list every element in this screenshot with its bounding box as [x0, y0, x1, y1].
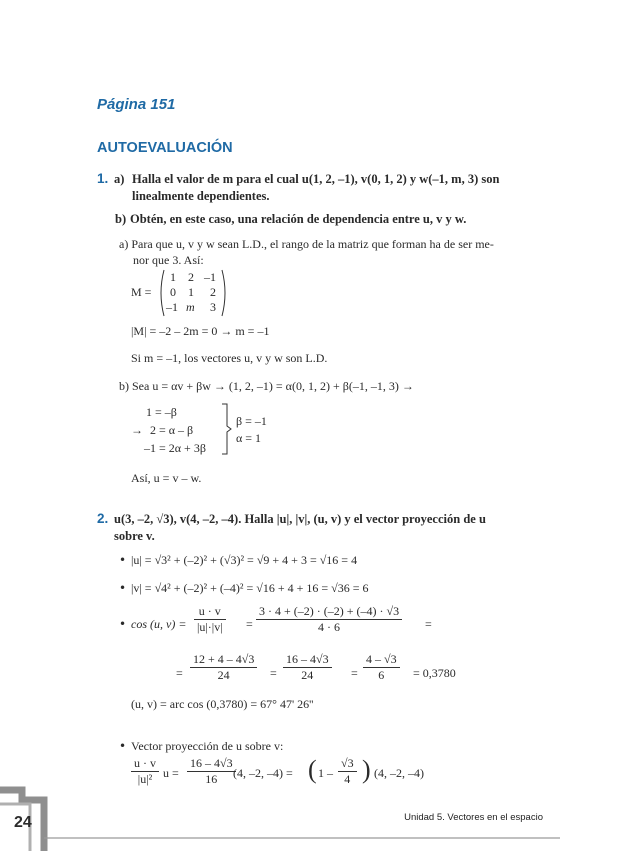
cos-expanded-top: 3 · 4 + (–2) · (–2) + (–4) · √3: [256, 604, 402, 620]
q1b-solution-line1: b) Sea u = αv + βw → (1, 2, –1) = α(0, 1, 2) + β(–1, –1, 3) →: [119, 379, 414, 393]
angle-line: (u, v) = arc cos (0,3780) = 67° 47' 26'': [131, 697, 314, 711]
matrix-cell: 2: [210, 285, 216, 299]
system-brace: [220, 402, 232, 456]
q1a-text-2: linealmente dependientes.: [132, 189, 270, 203]
proj-frac2-top: 16 – 4√3: [187, 756, 236, 772]
equals-sign: =: [270, 666, 277, 680]
cos-result: = 0,3780: [413, 666, 456, 680]
projection-intro: Vector proyección de u sobre v:: [131, 739, 284, 753]
system-result: β = –1: [236, 414, 267, 428]
bullet-dot: •: [119, 581, 127, 595]
norm-v-line: |v| = √4² + (–2)² + (–4)² = √16 + 4 + 16 = √36 = 6: [131, 581, 369, 595]
cos-step3-bot: 6: [378, 668, 385, 682]
cos-step2-top: 16 – 4√3: [283, 652, 332, 668]
close-paren: ): [362, 755, 371, 784]
system-result: α = 1: [236, 431, 262, 445]
implies-arrow: →: [131, 423, 143, 437]
q1b-label: b): [115, 212, 127, 226]
page-label: Página 151: [97, 96, 176, 113]
matrix-cell: 1: [170, 270, 176, 284]
bullet-dot: •: [119, 617, 127, 631]
q1a-solution-line1: a) Para que u, v y w sean L.D., el rango de la matriz que forman ha de ser me-: [119, 237, 494, 251]
cos-step3-top: 4 – √3: [363, 652, 400, 668]
system-line: 2 = α – β: [150, 423, 194, 437]
matrix-cell: 0: [170, 285, 176, 299]
cos-step2-bot: 24: [301, 668, 314, 682]
proj-frac3-top: √3: [338, 756, 357, 772]
matrix-cell: 3: [210, 300, 216, 314]
projection-vector: (4, –2, –4) =: [233, 766, 293, 780]
equals-sign: =: [246, 617, 253, 631]
matrix-cell: m: [186, 300, 195, 314]
cos-fraction-expanded: [256, 604, 402, 635]
projection-fraction-2: [187, 756, 236, 787]
matrix-cell: –1: [166, 300, 178, 314]
matrix-cell: 2: [188, 270, 194, 284]
equals-sign: =: [351, 666, 358, 680]
system-line: 1 = –β: [146, 405, 177, 419]
projection-paren-a: 1 –: [318, 766, 333, 780]
determinant-line: |M| = –2 – 2m = 0 → m = –1: [131, 324, 270, 338]
matrix-cell: –1: [204, 270, 216, 284]
q2-number: 2.: [97, 511, 109, 526]
open-paren: (: [308, 755, 317, 784]
system-line: –1 = 2α + 3β: [144, 441, 206, 455]
cos-expanded-bot: 4 · 6: [318, 620, 341, 634]
bullet-dot: •: [119, 553, 127, 567]
q1a-label: a): [114, 172, 125, 186]
projection-fraction: [131, 756, 159, 787]
cos-step-fraction: [283, 652, 332, 683]
section-title: AUTOEVALUACIÓN: [97, 140, 233, 156]
bullet-dot: •: [119, 739, 127, 753]
q2-text-2: sobre v.: [114, 529, 155, 543]
q1b-result: Así, u = v – w.: [131, 471, 202, 485]
proj-frac3-bot: 4: [344, 772, 351, 786]
cos-frac-bot: |u|·|v|: [197, 620, 223, 634]
proj-frac-top: u · v: [131, 756, 159, 772]
proj-frac2-bot: 16: [205, 772, 218, 786]
cos-fraction: [194, 604, 226, 635]
page-number: 24: [14, 814, 32, 831]
norm-u-line: |u| = √3² + (–2)² + (√3)² = √9 + 4 + 3 = √16 = 4: [131, 553, 358, 567]
cos-step-fraction: [190, 652, 257, 683]
q2-text: u(3, –2, √3), v(4, –2, –4). Halla |u|, |v|, (u, v) y el vector proyección de u: [114, 512, 486, 526]
projection-fraction-3: [338, 756, 357, 787]
q1b-text: Obtén, en este caso, una relación de dependencia entre u, v y w.: [130, 212, 467, 226]
matrix: [158, 268, 223, 316]
q1-number: 1.: [97, 171, 109, 186]
q1a-conclusion: Si m = –1, los vectores u, v y w son L.D.: [131, 351, 328, 365]
proj-frac-bot: |u|²: [137, 772, 153, 786]
q1a-solution-line2: nor que 3. Así:: [133, 253, 204, 267]
cos-step1-bot: 24: [217, 668, 230, 682]
cos-frac-top: u · v: [194, 604, 226, 620]
chapter-footer: Unidad 5. Vectores en el espacio: [404, 812, 543, 823]
equals-sign: =: [176, 666, 183, 680]
q1a-text: Halla el valor de m para el cual u(1, 2, –1), v(0, 1, 2) y w(–1, m, 3) son: [132, 172, 500, 186]
matrix-label: M =: [131, 285, 152, 299]
equals-sign: =: [425, 617, 432, 631]
cos-label: cos (u, v) =: [131, 617, 187, 631]
cos-step-fraction: [363, 652, 400, 683]
projection-mid: u =: [163, 766, 179, 780]
projection-end: (4, –2, –4): [374, 766, 424, 780]
cos-step1-top: 12 + 4 – 4√3: [190, 652, 257, 668]
matrix-cell: 1: [188, 285, 194, 299]
